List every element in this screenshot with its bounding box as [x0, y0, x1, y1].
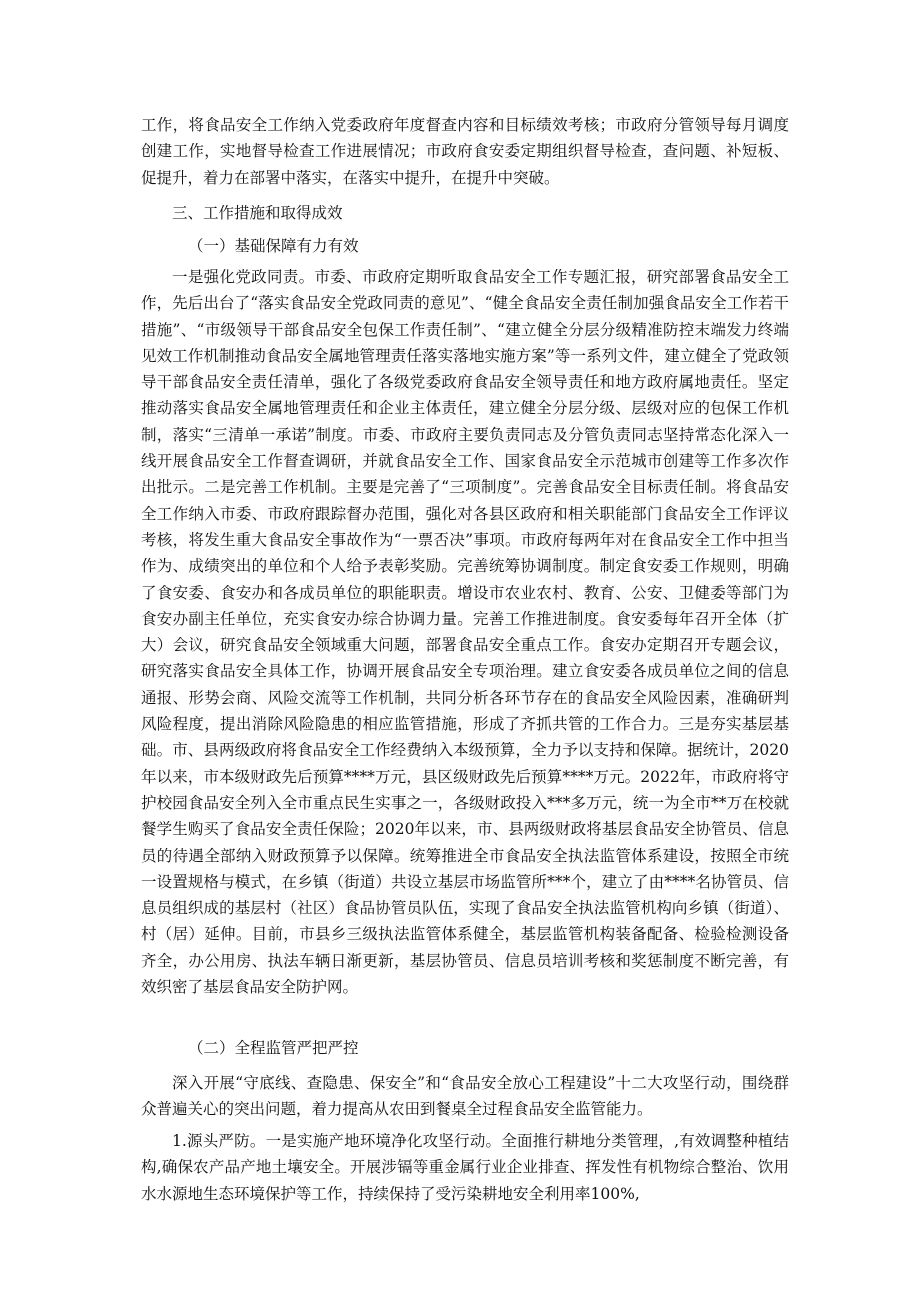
paragraph-continuation: 工作，将食品安全工作纳入党委政府年度督查内容和目标绩效考核；市政府分管领导每月调度创建工作，实地督导检查工作进展情况；市政府食安委定期组织督导检查，查问题、补短板、促提升，着力在部署中落实，在落实中提升，在提升中突破。: [141, 116, 789, 187]
subsection-heading-1: （一）基础保障有力有效: [188, 237, 359, 255]
subsection-heading-2: （二）全程监管严把严控: [188, 1039, 359, 1057]
paragraph-basic-guarantee: 一是强化党政同责。市委、市政府定期听取食品安全工作专题汇报，研究部署食品安全工作，先后出台了“落实食品安全党政同责的意见”、“健全食品安全责任制加强食品安全工作若干措施”、“市级领导干部食品安全包保工作责任制”、“建立健全分层分级精准防控末端发力终端见效工作机制推动食品安全属地管理责任落实落地实施方案”等一系列文件，建立健全了党政领导干部食品安全责任清单，强化了各级党委政府食品安全领导责任和地方政府属地责任。坚定推动落实食品安全属地管理责任和企业主体责任，建立健全分层分级、层级对应的包保工作机制，落实“三清单一承诺”制度。市委、市政府主要负责同志及分管负责同志坚持常态化深入一线开展食品安全工作督查调研，并就食品安全工作、国家食品安全示范城市创建等工作多次作出批示。二是完善工作机制。主要是完善了“三项制度”。完善食品安全目标责任制。将食品安全工作纳入市委、市政府跟踪督办范围，强化对各县区政府和相关职能部门食品安全工作评议考核，将发生重大食品安全事故作为“一票否决”事项。市政府每两年对在食品安全工作中担当作为、成绩突出的单位和个人给予表彰奖励。完善统筹协调制度。制定食安委工作规则，明确了食安委、食安办和各成员单位的职能职责。增设市农业农村、教育、公安、卫健委等部门为食安办副主任单位，充实食安办综合协调力量。完善工作推进制度。食安委每年召开全体（扩大）会议，研究食品安全领域重大问题，部署食品安全重点工作。食安办定期召开专题会议，研究落实食品安全具体工作，协调开展食品安全专项治理。建立食安委各成员单位之间的信息通报、形势会商、风险交流等工作机制，共同分析各环节存在的食品安全风险因素，准确研判风险程度，提出消除风险隐患的相应监管措施，形成了齐抓共管的工作合力。三是夯实基层基础。市、县两级政府将食品安全工作经费纳入本级预算，全力予以支持和保障。据统计，2020年以来，市本级财政先后预算****万元，县区级财政先后预算****万元。2022年，市政府将守护校园食品安全列入全市重点民生实事之一，各级财政投入***多万元，统一为全市**万在校就餐学生购买了食品安全责任保险；2020年以来，市、县两级财政将基层食品安全协管员、信息员的待遇全部纳入财政预算予以保障。统筹推进全市食品安全执法监管体系建设，按照全市统一设置规格与模式，在乡镇（街道）共设立基层市场监管所***个，建立了由****名协管员、信息员组织成的基层村（社区）食品协管员队伍，实现了食品安全执法监管机构向乡镇（街道）、村（居）延伸。目前，市县乡三级执法监管体系健全，基层监管机构装备配备、检验检测设备齐全，办公用房、执法车辆日渐更新，基层协管员、信息员培训考核和奖惩制度不断完善，有效织密了基层食品安全防护网。: [141, 268, 789, 997]
paragraph-source-prevention: 1.源头严防。一是实施产地环境净化攻坚行动。全面推行耕地分类管理，,有效调整种植结构,确保农产品产地土壤安全。开展涉镉等重金属行业企业排查、挥发性有机物综合整治、饮用水水源地生态环境保护等工作，持续保持了受污染耕地安全利用率100%,: [141, 1132, 789, 1203]
paragraph-whole-process: 深入开展“守底线、查隐患、保安全”和“食品安全放心工程建设”十二大攻坚行动，围绕群众普遍关心的突出问题，着力提高从农田到餐桌全过程食品安全监管能力。: [141, 1074, 789, 1119]
section-heading: 三、工作措施和取得成效: [172, 204, 343, 222]
